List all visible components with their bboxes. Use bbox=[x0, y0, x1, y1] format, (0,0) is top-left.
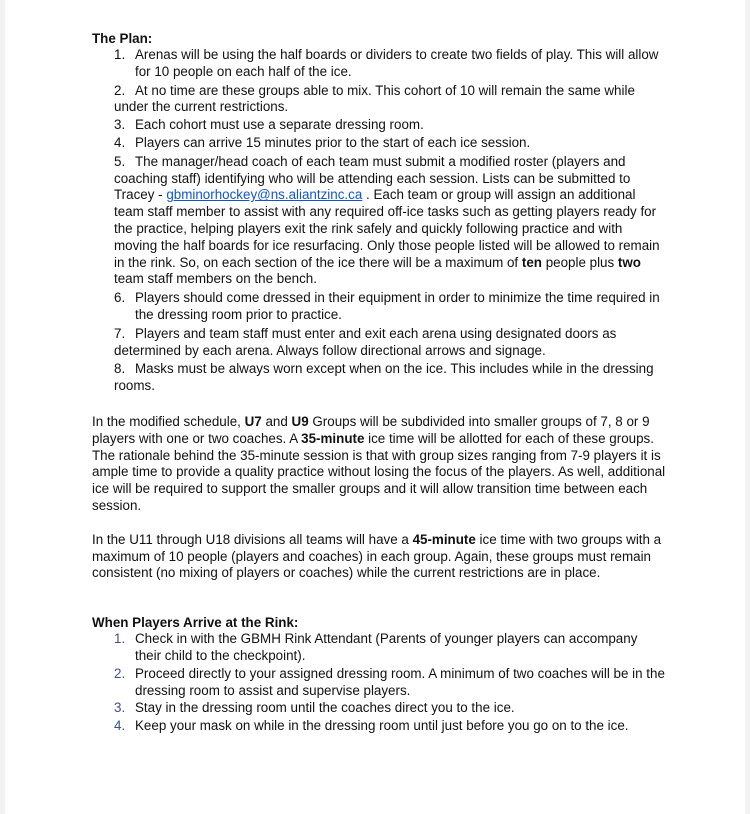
plan-item-text: Players and team staff must enter and exit each arena using designated doors as determined by each arena. Always follow directional arrows and signage. bbox=[114, 325, 617, 358]
arrive-item-text: Check in with the GBMH Rink Attendant (Parents of younger players can accompany their child to the checkpoint). bbox=[135, 631, 638, 663]
plan-item-7 bbox=[92, 326, 667, 360]
paragraph-text: In the U11 through U18 divisions all teams will have a bbox=[92, 531, 413, 547]
plan-item-4 bbox=[92, 135, 667, 152]
plan-item-6 bbox=[92, 290, 667, 324]
plan-item-text: Players should come dressed in their equipment in order to minimize the time required in the dressing room prior to practice. bbox=[135, 290, 660, 322]
paragraph-text: In the modified schedule, bbox=[92, 413, 245, 429]
arrive-item-number: 1. bbox=[114, 631, 126, 647]
plan-item-number: 1. bbox=[114, 47, 126, 62]
arrive-list bbox=[92, 631, 667, 735]
plan-item-number: 8. bbox=[114, 361, 126, 377]
plan-item-number: 5. bbox=[114, 153, 126, 169]
bold-text: U9 bbox=[291, 413, 309, 429]
plan-item-text: Masks must be always worn except when on the ice. This includes while in the dressing rooms. bbox=[114, 361, 654, 394]
paragraph-text: Groups will be subdivided into smaller groups of 7, 8 or 9 players with one or two coaches. A bbox=[92, 413, 650, 446]
plan-item-number: 6. bbox=[114, 290, 126, 306]
plan-item-text: At no time are these groups able to mix. This cohort of 10 will remain the same while under the current restrictions. bbox=[114, 82, 635, 115]
arrive-item-number: 2. bbox=[114, 665, 126, 681]
bold-text: U7 bbox=[244, 413, 262, 429]
plan-item-number: 3. bbox=[114, 117, 126, 133]
paragraph-u11-u18 bbox=[92, 532, 667, 582]
arrive-heading: When Players Arrive at the Rink: bbox=[92, 615, 299, 631]
arrive-item-3 bbox=[92, 700, 667, 717]
paragraph-text: ice time with two groups with a maximum of 10 people (players and coaches) in each group. Again, these groups must remain consistent (no mixing of players or coaches) while the current restrictions are in place. bbox=[92, 531, 662, 581]
plan-item-text: The manager/head coach of each team must submit a modified roster (players and coaching staff) identifying who will be attending each session. Lists can be submitted to Tracey - bbox=[114, 153, 631, 203]
plan-item-text: . Each team or group will assign an additional team staff member to assist with any required off-ice tasks such as getting players ready for the practice, helping players exit the rink safely and quickly following practice and with moving the half boards for ice resurfacing. Only those people listed will be allowed to remain in the rink. So, on each section of the ice there will be a maximum of bbox=[114, 187, 660, 270]
bold-text: two bbox=[617, 254, 641, 270]
plan-item-5 bbox=[92, 154, 667, 288]
bold-text: 35-minute bbox=[301, 430, 365, 446]
plan-item-text: Each cohort must use a separate dressing room. bbox=[135, 117, 424, 133]
plan-item-8 bbox=[92, 361, 667, 395]
plan-item-number: 7. bbox=[114, 325, 126, 341]
plan-item-2 bbox=[92, 83, 667, 117]
arrive-item-1 bbox=[92, 631, 667, 665]
arrive-item-text: Proceed directly to your assigned dressing room. A minimum of two coaches will be in the dressing room to assist and supervise players. bbox=[135, 665, 665, 698]
paragraph-text: and bbox=[261, 413, 292, 429]
bold-text: 45-minute bbox=[412, 531, 476, 547]
plan-item-text: Arenas will be using the half boards or dividers to create two fields of play. This will allow for 10 people on each half of the ice. bbox=[135, 47, 659, 79]
plan-item-3 bbox=[92, 117, 667, 134]
plan-list bbox=[92, 47, 667, 395]
plan-item-text: team staff members on the bench. bbox=[114, 271, 317, 287]
bold-text: ten bbox=[521, 254, 542, 270]
plan-item-text: Players can arrive 15 minutes prior to the start of each ice session. bbox=[135, 134, 531, 150]
plan-item-1 bbox=[92, 47, 667, 81]
arrive-item-text: Stay in the dressing room until the coaches direct you to the ice. bbox=[135, 700, 515, 716]
document-content bbox=[92, 30, 667, 735]
plan-item-number: 2. bbox=[114, 82, 126, 98]
arrive-item-number: 3. bbox=[114, 700, 126, 716]
plan-heading: The Plan: bbox=[92, 31, 153, 46]
email-link[interactable]: gbminorhockey@ns.aliantzinc.ca bbox=[166, 187, 363, 203]
paragraph-u7-u9 bbox=[92, 414, 667, 515]
plan-item-number: 4. bbox=[114, 134, 126, 150]
document-page bbox=[5, 0, 745, 814]
plan-item-text: people plus bbox=[541, 254, 618, 270]
arrive-item-number: 4. bbox=[114, 718, 126, 734]
arrive-item-2 bbox=[92, 666, 667, 700]
arrive-item-4 bbox=[92, 718, 667, 735]
paragraph-text: ice time will be allotted for each of these groups. The rationale behind the 35-minute session is that with group sizes ranging from 7-9 players it is ample time to provide a quality practice without losing the focus of the players. As well, additional ice will be required to support the smaller groups and it will allow transition time between each session. bbox=[92, 430, 666, 513]
arrive-item-text: Keep your mask on while in the dressing room until just before you go on to the ice. bbox=[135, 718, 629, 734]
